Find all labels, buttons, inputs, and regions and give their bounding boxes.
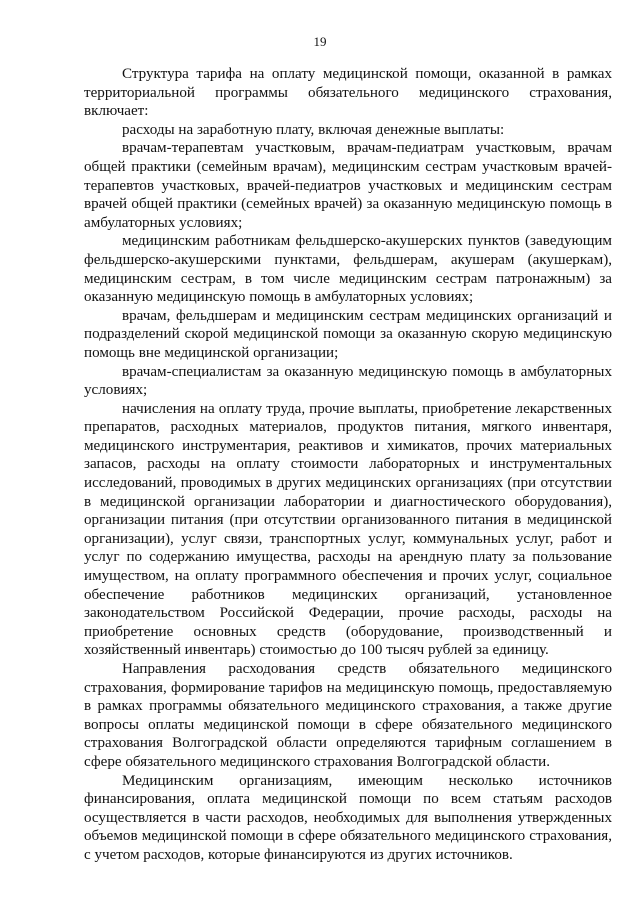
page-number: 19: [313, 34, 327, 49]
paragraph-specialists: врачам-специалистам за оказанную медицинскую помощь в амбулаторных условиях;: [84, 363, 612, 399]
paragraph-other-expenses: начисления на оплату труда, прочие выплаты, приобретение лекарственных препаратов, расходных материалов, продуктов питания, мягкого инвентаря, медицинского инструментария, реактивов и химикатов, прочих материальных запасов, расходы на оплату стоимости лабораторных и инструментальных исследований, проводимых в других медицинских организациях (при отсутствии в медицинской организации лаборатории и диагностического оборудования), организации питания (при отсутствии организованного питания в медицинской организации), услуг связи, транспортных услуг, коммунальных услуг, работ и услуг по содержанию имущества, расходы на арендную плату за пользование имуществом, на оплату программного обеспечения и прочих услуг, социальное обеспечение работников медицинских организаций, установленное законодательством Российской Федерации, прочие расходы, расходы на приобретение основных средств (оборудование, производственный и хозяйственный инвентарь) стоимостью до 100 тысяч рублей за единицу.: [84, 400, 612, 659]
paragraph-tariff-structure: Структура тарифа на оплату медицинской помощи, оказанной в рамках территориальной программы обязательного медицинского страхования, включает:: [84, 66, 612, 120]
paragraph-spending-directions: Направления расходования средств обязательного медицинского страхования, формирование тарифов на медицинскую помощь, предоставляемую в рамках программы обязательного медицинского страхования, а также другие вопросы оплаты медицинской помощи в сфере обязательного медицинского страхования Волгоградской области определяются тарифным соглашением в сфере обязательного медицинского страхования Волгоградской области.: [84, 661, 612, 770]
paragraph-emergency-care: врачам, фельдшерам и медицинским сестрам медицинских организаций и подразделений скорой медицинской помощи за оказанную скорую медицинскую помощь вне медицинской организации;: [84, 307, 612, 361]
paragraph-district-physicians: врачам-терапевтам участковым, врачам-педиатрам участковым, врачам общей практики (семейным врачам), медицинским сестрам участковым врачей-терапевтов участковых, врачей-педиатров участковых и медицинским сестрам врачей общей практики (семейных врачей) за оказанную медицинскую помощь в амбулаторных условиях;: [84, 140, 612, 231]
document-body: [84, 65, 612, 865]
paragraph-feldsher-stations: медицинским работникам фельдшерско-акушерских пунктов (заведующим фельдшерско-акушерскими пунктами, фельдшерам, акушерам (акушеркам), медицинским сестрам, в том числе медицинским сестрам патронажным) за оказанную медицинскую помощь в амбулаторных условиях;: [84, 233, 612, 306]
paragraph-salary-expenses: расходы на заработную плату, включая денежные выплаты:: [122, 121, 505, 138]
paragraph-multiple-funding-sources: Медицинским организациям, имеющим несколько источников финансирования, оплата медицинской помощи по всем статьям расходов осуществляется в части расходов, необходимых для выполнения утвержденных объемов медицинской помощи в сфере обязательного медицинского страхования, с учетом расходов, которые финансируются из других источников.: [84, 772, 612, 863]
